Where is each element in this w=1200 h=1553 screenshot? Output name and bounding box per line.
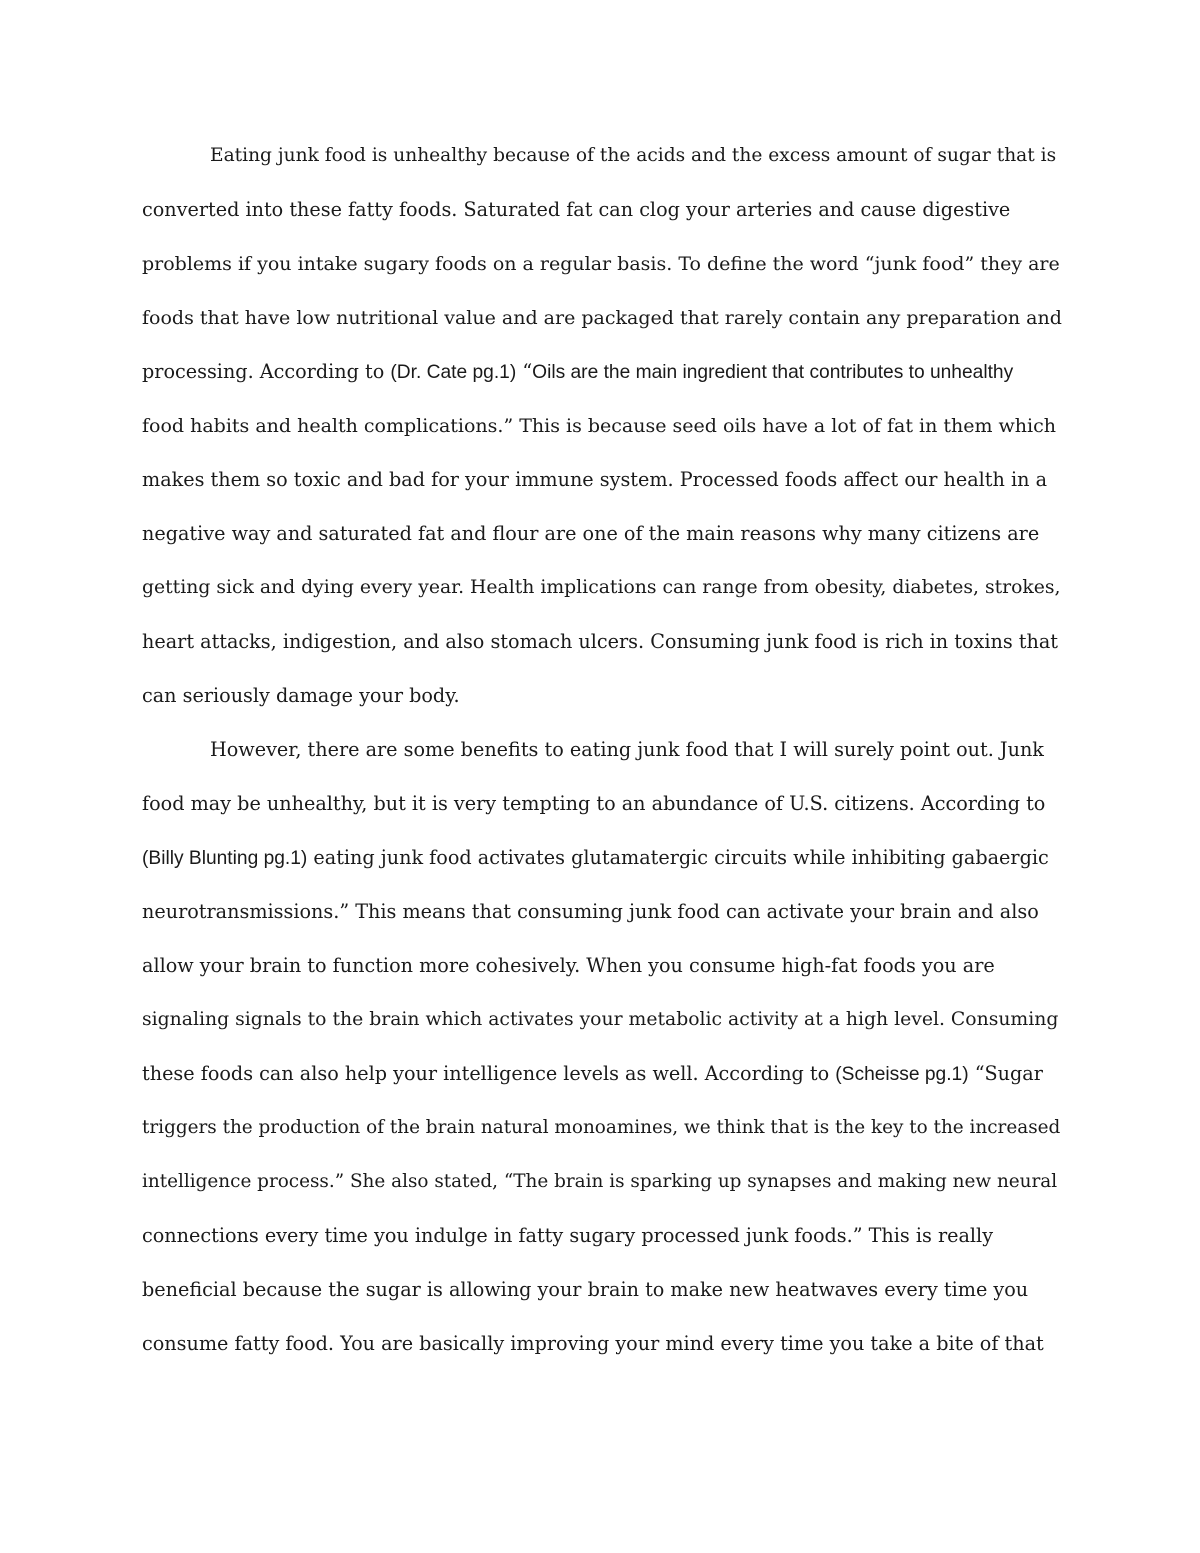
text-span: “: [516, 360, 533, 383]
quote-text: Oils are the main ingredient that contributes to unhealthy: [532, 362, 1014, 383]
text-line: negative way and saturated fat and flour are one of the main reasons why many citizens are: [142, 522, 1040, 545]
text-line: [142, 831, 1062, 885]
text-line: triggers the production of the brain natural monoamines, we think that is the key to the increased: [142, 1117, 1061, 1138]
text-line: problems if you intake sugary foods on a regular basis. To define the word “junk food” they are: [142, 253, 1060, 275]
text-line: intelligence process.” She also stated, “The brain is sparking up synapses and making new neural: [142, 1171, 1058, 1192]
text-line: can seriously damage your body.: [142, 684, 460, 707]
text-line: converted into these fatty foods. Saturated fat can clog your arteries and cause digestive: [142, 198, 1011, 221]
text-line: Eating junk food is unhealthy because of the acids and the excess amount of sugar that is: [210, 145, 1057, 166]
text-line: food may be unhealthy, but it is very tempting to an abundance of U.S. citizens. According to: [142, 792, 1046, 815]
text-line: signaling signals to the brain which activates your metabolic activity at a high level. Consuming: [142, 1009, 1059, 1030]
text-line: connections every time you indulge in fatty sugary processed junk foods.” This is really: [142, 1224, 994, 1247]
text-span: processing. According to: [142, 360, 391, 383]
text-span: “Sugar: [968, 1062, 1043, 1085]
citation: (Billy Blunting pg.1): [142, 848, 308, 869]
text-line: consume fatty food. You are basically improving your mind every time you take a bite of that: [142, 1332, 1044, 1355]
document-body: [142, 129, 1062, 1371]
text-line: foods that have low nutritional value and are packaged that rarely contain any preparation and: [142, 307, 1062, 329]
text-line: [142, 1047, 1062, 1101]
citation: (Scheisse pg.1): [835, 1064, 969, 1085]
text-line: However, there are some benefits to eating junk food that I will surely point out. Junk: [210, 738, 1044, 761]
text-line: heart attacks, indigestion, and also stomach ulcers. Consuming junk food is rich in toxins that: [142, 630, 1058, 653]
paragraph-1: [142, 129, 1062, 723]
text-line: [142, 345, 1062, 399]
text-line: neurotransmissions.” This means that consuming junk food can activate your brain and also: [142, 900, 1039, 923]
text-span: these foods can also help your intelligence levels as well. According to: [142, 1062, 836, 1085]
citation: (Dr. Cate pg.1): [390, 362, 517, 383]
text-line: allow your brain to function more cohesively. When you consume high-fat foods you are: [142, 954, 995, 977]
text-line: makes them so toxic and bad for your immune system. Processed foods affect our health in a: [142, 468, 1048, 491]
text-line: beneficial because the sugar is allowing your brain to make new heatwaves every time you: [142, 1278, 1029, 1301]
text-span: eating junk food activates glutamatergic circuits while inhibiting gabaergic: [307, 846, 1049, 869]
text-line: food habits and health complications.” This is because seed oils have a lot of fat in them which: [142, 415, 1056, 437]
text-line: getting sick and dying every year. Health implications can range from obesity, diabetes, strokes,: [142, 577, 1061, 598]
paragraph-2: [142, 723, 1062, 1371]
